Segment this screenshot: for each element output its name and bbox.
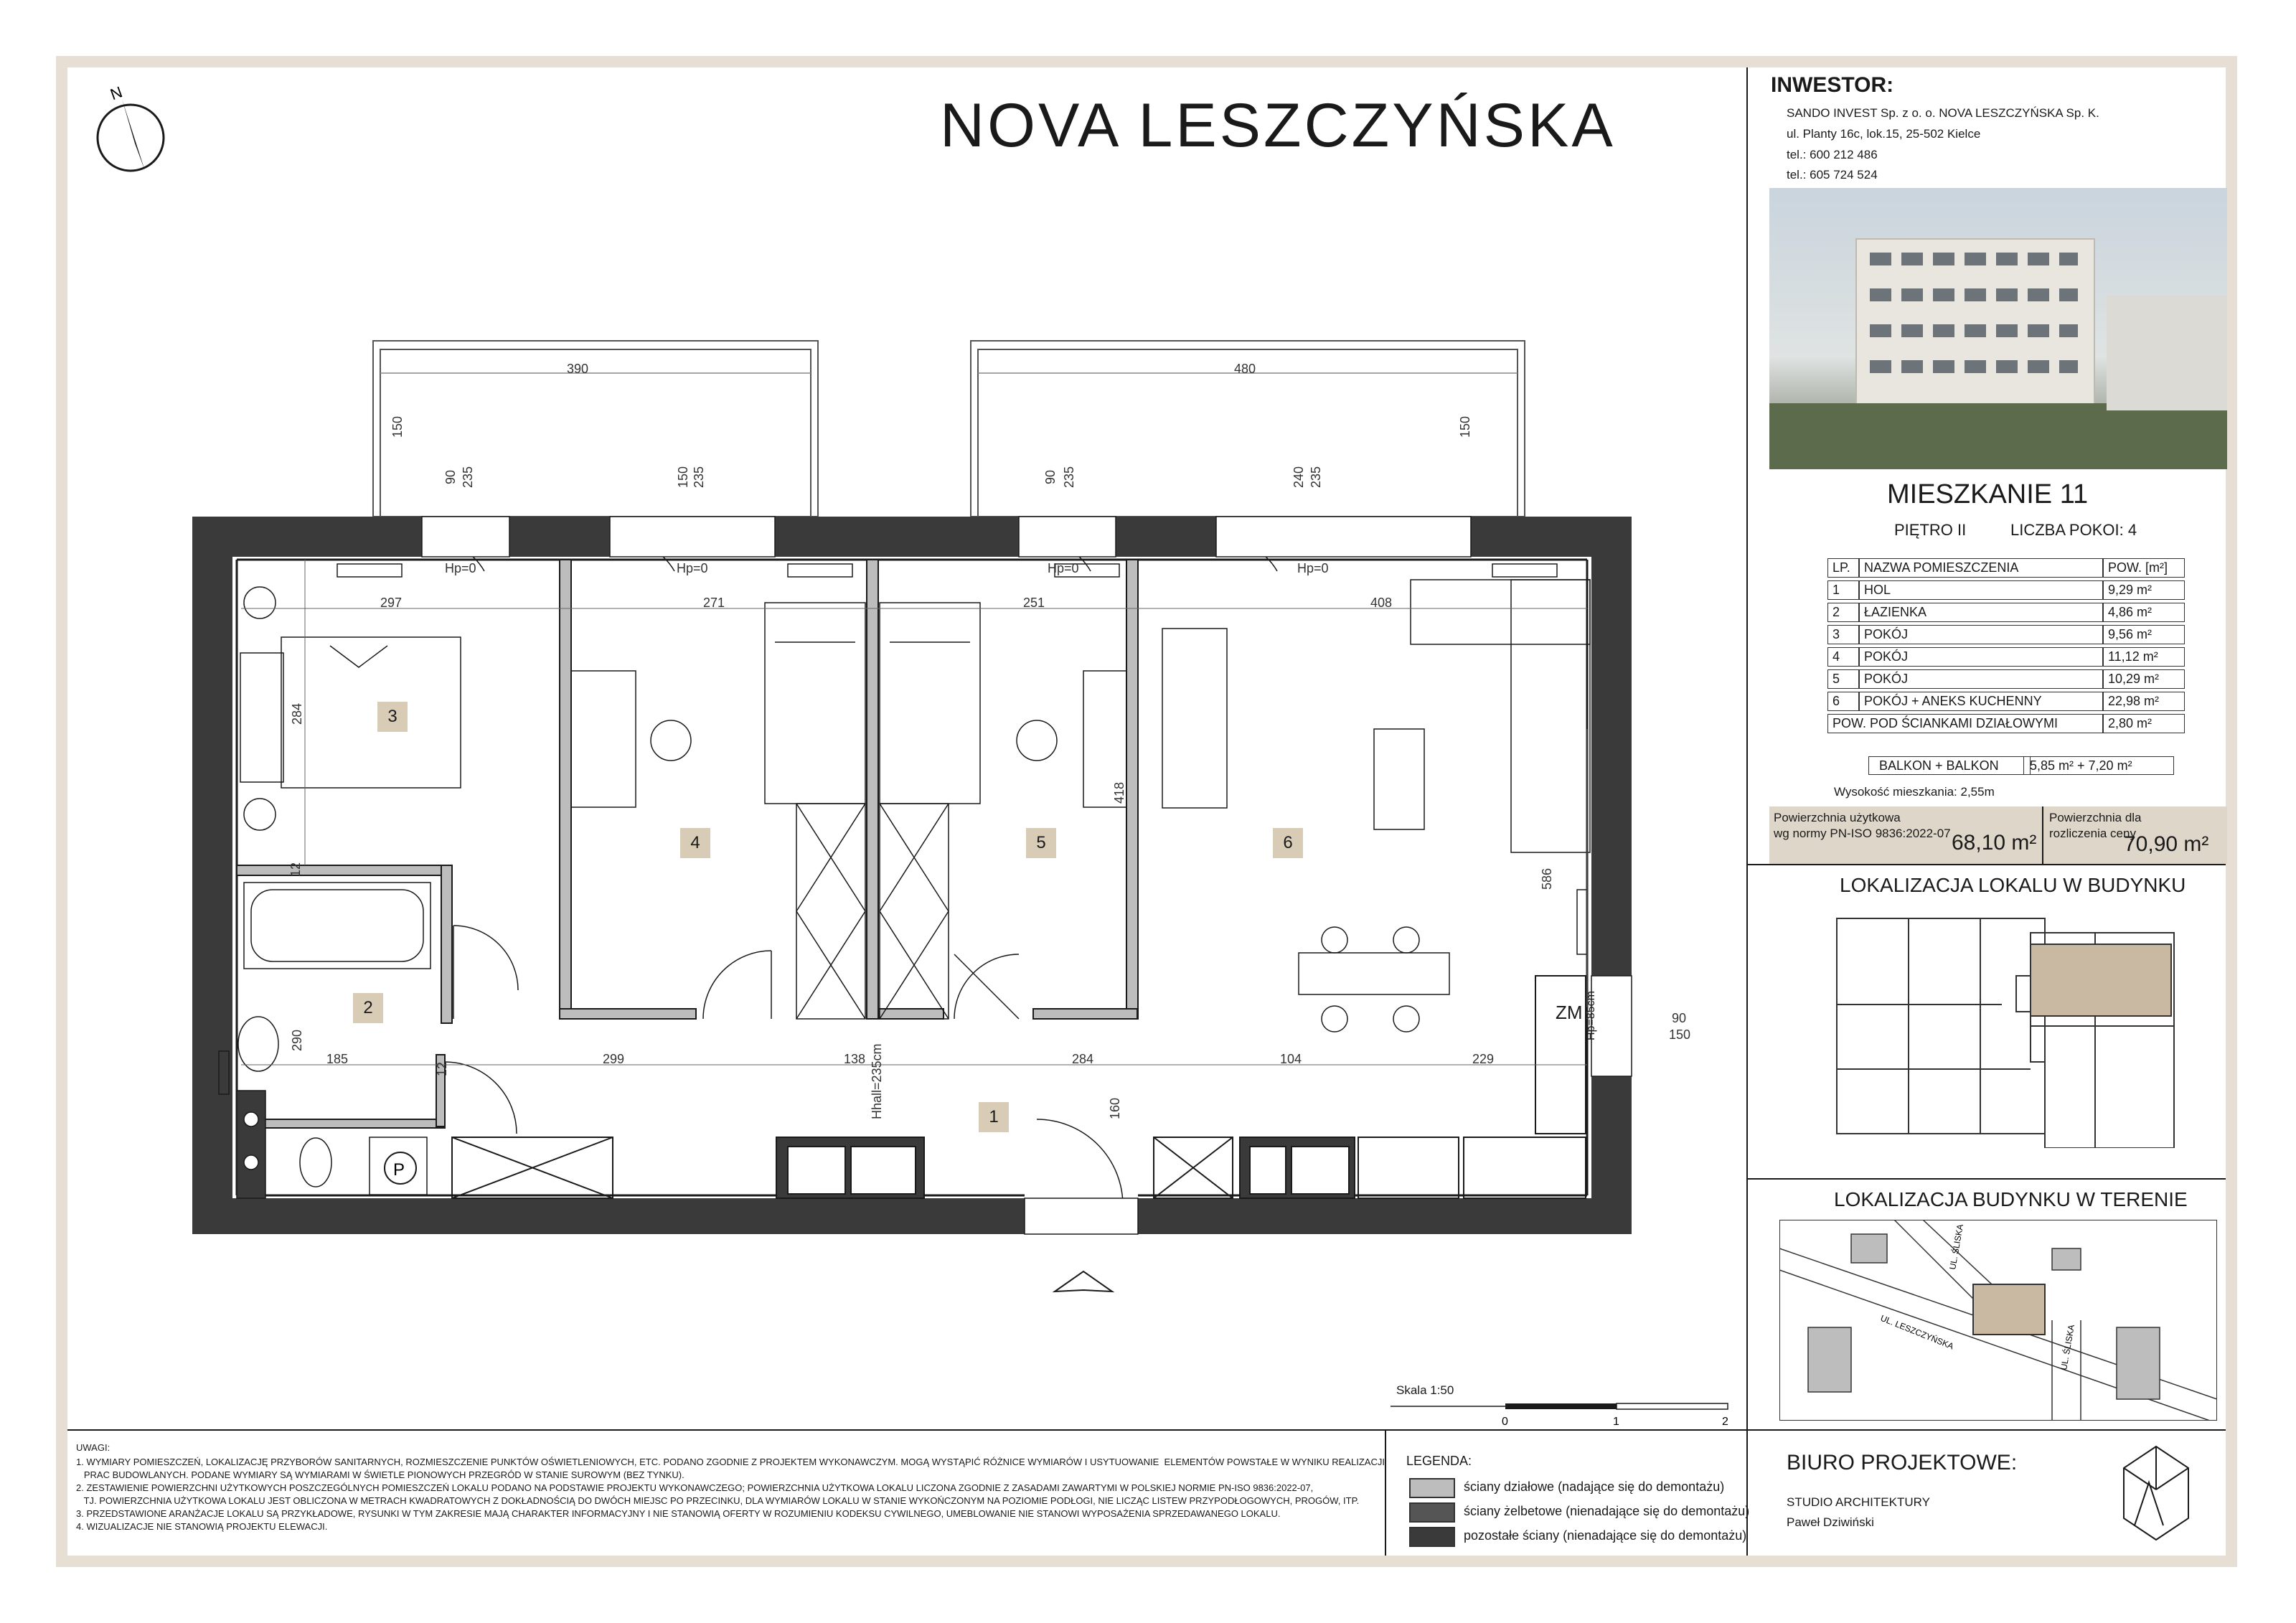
rooms-table [1827, 555, 2185, 736]
dim-hall-229: 229 [1472, 1052, 1495, 1066]
legend-heading: LEGENDA: [1406, 1454, 1472, 1468]
usable-value: 68,10 m² [1952, 831, 2037, 855]
dim-r3-h: 284 [290, 702, 304, 725]
sidebar-divider [1746, 67, 1748, 1556]
room-lp: 6 [1827, 692, 1859, 711]
building-visualization [1769, 188, 2227, 469]
zm-label: ZM [1556, 1002, 1583, 1023]
room-lp: 5 [1827, 669, 1859, 689]
room-area: 9,29 m² [2103, 580, 2185, 600]
apartment-height: Wysokość mieszkania: 2,55m [1834, 785, 1995, 799]
legend-swatch-1 [1409, 1478, 1455, 1498]
dim-r5-w: 251 [1023, 596, 1045, 610]
dim-right-90: 90 [1672, 1011, 1687, 1025]
studio-logo-icon [2117, 1439, 2196, 1547]
price-label-1: Powierzchnia dla [2049, 811, 2142, 824]
dim-hall-185: 185 [326, 1052, 349, 1066]
sidebar-divider-3 [1746, 1429, 2226, 1431]
dim-r5-h: 418 [1112, 781, 1126, 804]
dim-door-160: 160 [1108, 1097, 1122, 1119]
room-lp: 2 [1827, 603, 1859, 622]
site-street-2: UL. ŚLISKA [1947, 1223, 1966, 1271]
room-name: HOL [1859, 580, 2103, 600]
room-area: 9,56 m² [2103, 625, 2185, 644]
dim-r6-w: 408 [1370, 596, 1393, 610]
price-label-2: rozliczenia ceny [2049, 827, 2136, 840]
scale-label: Skala 1:50 [1396, 1383, 1454, 1397]
office-line-1: STUDIO ARCHITEKTURY [1787, 1495, 1930, 1509]
balcony-area: 5,85 m² + 7,20 m² [2023, 756, 2174, 775]
dim-hall-138: 138 [844, 1052, 866, 1066]
location-site-title: LOKALIZACJA BUDYNKU W TERENIE [1834, 1188, 2188, 1210]
legend-label-2: ściany żelbetowe (nienadające się do demontażu) [1464, 1504, 1750, 1518]
apartment-title: MIESZKANIE 11 [1887, 479, 2089, 509]
scale-tick-1: 1 [1613, 1416, 1619, 1428]
dim-hall-104: 104 [1280, 1052, 1302, 1066]
scale-tick-0: 0 [1502, 1416, 1508, 1428]
room-number-2: 2 [353, 993, 383, 1023]
th-name: NAZWA POMIESZCZENIA [1859, 558, 2103, 578]
sidebar-divider-2 [1746, 1178, 2226, 1180]
apartment-rooms-count: LICZBA POKOI: 4 [2010, 521, 2137, 539]
notes-heading: UWAGI: [76, 1442, 110, 1453]
notes-line-1: 1. WYMIARY POMIESZCZEŃ, LOKALIZACJĘ PRZYBORÓW SANITARNYCH, ROZMIESZCZENIE PUNKTÓW OŚWIETLENIOWYCH, ETC. PODANO ZGODNIE Z PROJEKTEM WYKONAWCZYM. MOGĄ WYSTĄPIĆ RÓŻNICE WYMIARÓW I USYTUOWANIE ELEMENTÓW POWSTAŁE W WYNIKU REALIZACJI [76, 1457, 1385, 1467]
p-symbol: P [393, 1160, 405, 1180]
dim-r6-h: 586 [1540, 867, 1554, 890]
scale-bar [1391, 1399, 1735, 1435]
balcony-left [373, 341, 818, 517]
building-location-map [1822, 904, 2181, 1148]
hp-1: Hp=0 [445, 561, 476, 575]
partition-area: 2,80 m² [2103, 714, 2185, 733]
notes-line-4: TJ. POWIERZCHNIA UŻYTKOWA LOKALU JEST OBLICZONA W METRACH KWADRATOWYCH Z DOKŁADNOŚCIĄ DO DWÓCH MIEJSC PO PRZECINKU, DLA WYMIARÓW LOKALU W STANIE WYKOŃCZONYM NA POZIOMIE PODŁOGI, NIE LICZĄC LISTEW PRZYPODŁOGOWYCH, PROGÓW, ITP. [76, 1495, 1360, 1506]
dim-win4b: 235 [1309, 466, 1323, 488]
dim-balcony-left: 390 [567, 362, 589, 376]
balcony-label: BALKON + BALKON [1868, 756, 2031, 775]
site-map [1779, 1220, 2217, 1421]
investor-line-4: tel.: 605 724 524 [1787, 168, 1878, 182]
dim-right-150: 150 [1669, 1027, 1691, 1042]
page-title: NOVA LESZCZYŃSKA [940, 91, 1616, 160]
dim-r4-w: 271 [703, 596, 725, 610]
legend-swatch-3 [1409, 1527, 1455, 1547]
notes-line-6: 4. WIZUALIZACJE NIE STANOWIĄ PROJEKTU ELEWACJI. [76, 1521, 328, 1532]
room-number-3: 3 [377, 702, 408, 732]
office-heading: BIURO PROJEKTOWE: [1787, 1451, 2018, 1474]
dim-hall-299: 299 [603, 1052, 625, 1066]
room-number-5: 5 [1026, 828, 1056, 858]
dim-hall-height: Hhall=235cm [870, 1043, 884, 1119]
room-name: POKÓJ + ANEKS KUCHENNY [1859, 692, 2103, 711]
dim-win3: 90 [1043, 469, 1058, 484]
area-summary-divider [2042, 806, 2043, 864]
hp-2: Hp=0 [677, 561, 708, 575]
investor-line-3: tel.: 600 212 486 [1787, 148, 1878, 161]
office-line-2: Paweł Dziwiński [1787, 1515, 1874, 1529]
scale-tick-2: 2 [1722, 1416, 1728, 1428]
legend-label-1: ściany działowe (nadające się do demontażu) [1464, 1479, 1725, 1494]
svg-text:N: N [108, 83, 125, 104]
hp-3: Hp=0 [1048, 561, 1079, 575]
dim-hall-284: 284 [1072, 1052, 1094, 1066]
dim-bal-h-right: 150 [1458, 415, 1472, 438]
room-lp: 3 [1827, 625, 1859, 644]
usable-label-1: Powierzchnia użytkowa [1774, 811, 1901, 824]
dim-win2: 150 [676, 466, 690, 488]
room-area: 4,86 m² [2103, 603, 2185, 622]
location-building-title: LOKALIZACJA LOKALU W BUDYNKU [1840, 874, 2186, 896]
room-name: POKÓJ [1859, 669, 2103, 689]
investor-heading: INWESTOR: [1771, 73, 1894, 97]
usable-label-2: wg normy PN-ISO 9836:2022-07 [1774, 827, 1951, 840]
site-street-1: UL. LESZCZYŃSKA [1878, 1312, 1955, 1352]
price-value: 70,90 m² [2124, 832, 2209, 856]
notes-line-3: 2. ZESTAWIENIE POWIERZCHNI UŻYTKOWYCH POSZCZEGÓLNYCH POMIESZCZEŃ LOKALU PODANO NA PODSTAWIE PROJEKTU WYKONAWCZEGO; POWIERZCHNIA UŻYTKOWA LOKALU LICZONA ZGODNIE Z ZASADAMI ZAWARTYMI W POLSKIEJ NORMIE PN-ISO 9836:2022-07, [76, 1482, 1314, 1493]
sidebar-divider-1 [1746, 864, 2226, 865]
room-area: 11,12 m² [2103, 647, 2185, 667]
investor-line-1: SANDO INVEST Sp. z o. o. NOVA LESZCZYŃSKA Sp. K. [1787, 106, 2099, 120]
room-number-1: 1 [979, 1102, 1009, 1132]
room-number-4: 4 [680, 828, 710, 858]
investor-line-2: ul. Planty 16c, lok.15, 25-502 Kielce [1787, 127, 1981, 141]
dim-hall-door: 12 [435, 1061, 449, 1076]
room-name: POKÓJ [1859, 625, 2103, 644]
site-street-3: UL. ŚLISKA [2059, 1324, 2077, 1371]
zm-hp: Hp=85cm [1585, 991, 1597, 1040]
dim-win3b: 235 [1062, 466, 1076, 488]
room-lp: 1 [1827, 580, 1859, 600]
dim-bal-h-left: 150 [390, 415, 405, 438]
legend-divider [1385, 1429, 1386, 1556]
dim-r2-top: 12 [288, 862, 303, 877]
apartment-floor: PIĘTRO II [1894, 521, 1967, 539]
room-name: ŁAZIENKA [1859, 603, 2103, 622]
room-area: 10,29 m² [2103, 669, 2185, 689]
room-name: POKÓJ [1859, 647, 2103, 667]
dim-win1: 90 [443, 469, 458, 484]
room-lp: 4 [1827, 647, 1859, 667]
room-area: 22,98 m² [2103, 692, 2185, 711]
dim-win1b: 235 [461, 466, 475, 488]
th-area: POW. [m²] [2103, 558, 2185, 578]
dim-win4: 240 [1292, 466, 1306, 488]
hp-4: Hp=0 [1297, 561, 1329, 575]
notes-line-2: PRAC BUDOWLANYCH. PODANE WYMIARY SĄ WYMIARAMI W ŚWIETLE PIONOWYCH PRZEGRÓD W STANIE SUROWYM (BEZ TYNKU). [76, 1469, 684, 1480]
partition-label: POW. POD ŚCIANKAMI DZIAŁOWYMI [1827, 714, 2103, 733]
dim-r2-h: 290 [290, 1029, 304, 1051]
legend-label-3: pozostałe ściany (nienadające się do demontażu) [1464, 1528, 1747, 1543]
notes-line-5: 3. PRZEDSTAWIONE ARANŻACJE LOKALU SĄ PRZYKŁADOWE, RYSUNKI W TYM ZAKRESIE MAJĄ CHARAKTER INFORMACYJNY I NIE STANOWIĄ OFERTY W ROZUMIENIU KODEKSU CYWILNEGO, UMEBLOWANIE NIE STANOWI WYPOSAŻENIA SPRZEDAWANEGO LOKALU. [76, 1508, 1281, 1519]
legend-swatch-2 [1409, 1502, 1455, 1523]
dim-r3-w: 297 [380, 596, 403, 610]
dim-balcony-right: 480 [1234, 362, 1256, 376]
dim-win2b: 235 [692, 466, 706, 488]
room-number-6: 6 [1273, 828, 1303, 858]
th-lp: LP. [1827, 558, 1859, 578]
